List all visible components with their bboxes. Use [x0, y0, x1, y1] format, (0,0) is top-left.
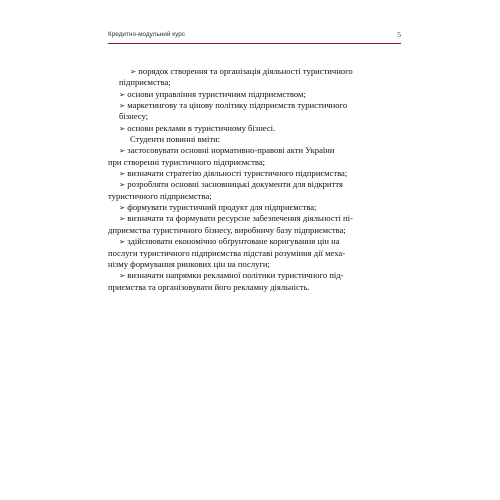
running-title: Кредитно-модульний курс — [108, 31, 185, 38]
header-rule — [108, 43, 401, 44]
text-line: ➢ визначати та формувати ресурсне забезпечення діяльності пі- — [119, 213, 353, 224]
arrow-bullet-icon: ➢ — [130, 67, 137, 76]
list-item — [108, 213, 401, 236]
list-item — [108, 270, 401, 293]
text-line: при створенні туристичного підприємства; — [108, 156, 266, 167]
section-lead — [108, 134, 401, 145]
text-line: ➢ визначати напрямки рекламної політики туристичного під- — [119, 270, 344, 281]
list-item — [108, 236, 401, 270]
text-line: послуги туристичного підприємства підставі розуміння дії меха- — [108, 247, 346, 258]
list-item — [108, 89, 401, 100]
text-line: Студенти повинні вміти: — [130, 134, 221, 145]
arrow-bullet-icon: ➢ — [119, 214, 126, 224]
text-line: ➢ основи управління туристичним підприємством; — [119, 88, 306, 99]
text-line: бізнесу; — [119, 111, 149, 122]
arrow-bullet-icon: ➢ — [119, 203, 126, 213]
list-item — [108, 168, 401, 179]
list-item — [108, 123, 401, 134]
arrow-bullet-icon: ➢ — [119, 146, 126, 156]
arrow-bullet-icon: ➢ — [119, 180, 126, 190]
text-line: підприємства; — [119, 77, 171, 88]
text-line: ➢ застосовувати основні нормативно-правові акти України — [119, 145, 335, 156]
text-line: ➢ здійснювати економічно обґрунтоване коригування цін на — [119, 236, 340, 247]
text-line: ➢ розробляти основні засновницькі документи для відкриття — [119, 179, 343, 190]
arrow-bullet-icon: ➢ — [119, 169, 126, 179]
arrow-bullet-icon: ➢ — [119, 123, 126, 133]
text-line: дприємства туристичного бізнесу, виробничу базу підприємства; — [108, 224, 346, 235]
arrow-bullet-icon: ➢ — [119, 89, 126, 99]
list-item — [108, 145, 401, 168]
page-body — [108, 66, 401, 293]
text-line: туристичного підприємства; — [108, 190, 212, 201]
list-item — [108, 202, 401, 213]
list-item — [108, 179, 401, 202]
arrow-bullet-icon: ➢ — [119, 101, 126, 111]
text-line: ➢ маркетингову та цінову політику підприємств туристичного — [119, 100, 348, 111]
arrow-bullet-icon: ➢ — [119, 271, 126, 281]
running-header — [108, 31, 401, 45]
arrow-bullet-icon: ➢ — [119, 237, 126, 247]
text-line: ➢ порядок створення та організація діяльності туристичного — [130, 66, 353, 76]
list-item — [108, 66, 401, 89]
text-line: ➢ формувати туристичний продукт для підприємства; — [119, 202, 317, 213]
text-line: нізму формування ринкових цін на послуги; — [108, 258, 270, 269]
page-number: 5 — [397, 30, 401, 39]
list-item — [108, 100, 401, 123]
text-line: ➢ визначати стратегію діяльності туристичного підприємства; — [119, 168, 348, 179]
text-line: приємства та організовувати його рекламну діяльність. — [108, 281, 310, 292]
text-line: ➢ основи реклами в туристичному бізнесі. — [119, 122, 276, 133]
